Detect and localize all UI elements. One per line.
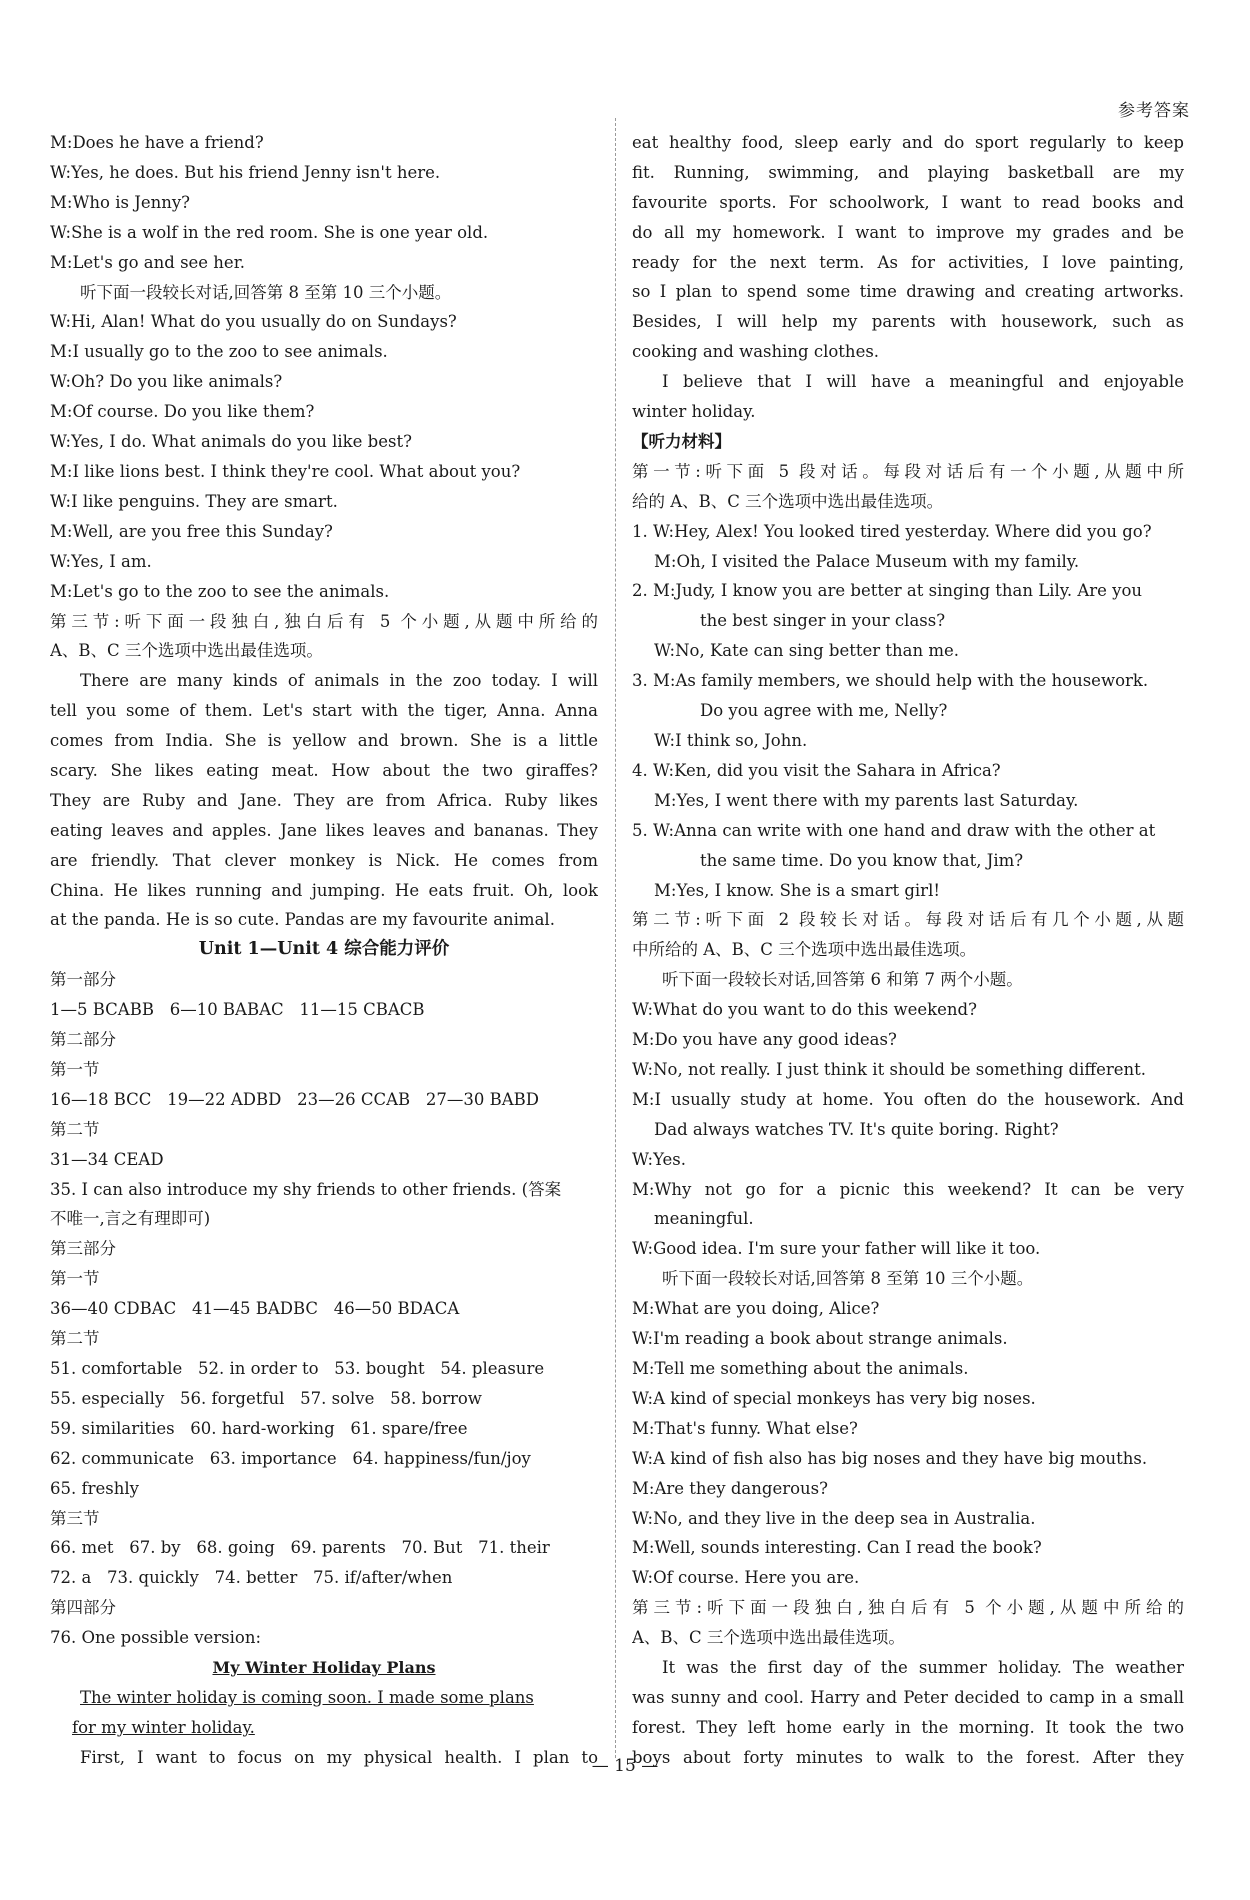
dialogue-line: W:No, not really. I just think it should be something different. [632, 1059, 1147, 1079]
section-heading: 第二节 [50, 1329, 100, 1349]
section-heading: 第二节:听下面 2 段较长对话。每段对话后有几个小题,从题 [632, 910, 1184, 930]
left-column [50, 128, 598, 1773]
section-heading: A、B、C 三个选项中选出最佳选项。 [50, 641, 323, 661]
right-column [632, 128, 1184, 1773]
dialogue-line: Dad always watches TV. It's quite boring. Right? [654, 1119, 1059, 1139]
section-heading: 第三节:听下面一段独白,独白后有 5 个小题,从题中所给的 [632, 1598, 1184, 1618]
dialogue-line: M:That's funny. What else? [632, 1418, 858, 1438]
section-heading: 第一节:听下面 5 段对话。每段对话后有一个小题,从题中所 [632, 461, 1184, 481]
dialogue-line: M:Tell me something about the animals. [632, 1358, 969, 1378]
dialogue-line: 3. M:As family members, we should help with the housework. [632, 671, 1149, 691]
paragraph-line: comes from India. She is yellow and brown. She is a little [50, 731, 598, 751]
essay-line: winter holiday. [632, 402, 756, 422]
dialogue-line: M:What are you doing, Alice? [632, 1299, 880, 1319]
paragraph-line: scary. She likes eating meat. How about the two giraffes? [50, 760, 598, 780]
section-heading: 第一节 [50, 1059, 100, 1079]
dialogue-line: M:Yes, I went there with my parents last Saturday. [654, 790, 1079, 810]
listening-material-heading: 【听力材料】 [632, 431, 731, 451]
text-line: M:I usually go to the zoo to see animals. [50, 342, 388, 362]
paragraph-line: They are Ruby and Jane. They are from Africa. Ruby likes [50, 790, 598, 810]
part-heading: 第三部分 [50, 1239, 116, 1259]
answer-line: 66. met 67. by 68. going 69. parents 70. But 71. their [50, 1538, 550, 1558]
answer-line: 16—18 BCC 19—22 ADBD 23—26 CCAB 27—30 BABD [50, 1089, 540, 1109]
dialogue-line: M:I usually study at home. You often do the housework. And [632, 1089, 1184, 1109]
answer-line: 65. freshly [50, 1478, 139, 1498]
paragraph-line: eating leaves and apples. Jane likes leaves and bananas. They [50, 820, 598, 840]
answer-line: 1—5 BCABB 6—10 BABAC 11—15 CBACB [50, 1000, 425, 1020]
section-instruction: 听下面一段较长对话,回答第 8 至第 10 三个小题。 [662, 1269, 1034, 1289]
essay-line: so I plan to spend some time drawing and creating artworks. [632, 282, 1184, 302]
essay-line: cooking and washing clothes. [632, 342, 880, 362]
dialogue-line: W:I think so, John. [654, 730, 808, 750]
dialogue-line: 4. W:Ken, did you visit the Sahara in Africa? [632, 760, 1001, 780]
dialogue-line: M:Oh, I visited the Palace Museum with my family. [654, 551, 1080, 571]
section-instruction: 听下面一段较长对话,回答第 8 至第 10 三个小题。 [80, 282, 452, 302]
essay-line: eat healthy food, sleep early and do sport regularly to keep [632, 133, 1184, 152]
essay-title: My Winter Holiday Plans [212, 1658, 436, 1678]
paragraph-line: was sunny and cool. Harry and Peter decided to camp in a small [632, 1687, 1184, 1707]
answer-line: 76. One possible version: [50, 1628, 262, 1648]
text-line: W:Yes, I am. [50, 551, 152, 571]
essay-line: ready for the next term. As for activities, I love painting, [632, 252, 1184, 272]
paragraph-line: forest. They left home early in the morning. It took the two [632, 1717, 1184, 1737]
answer-line: 36—40 CDBAC 41—45 BADBC 46—50 BDACA [50, 1299, 460, 1319]
paragraph-line: boys about forty minutes to walk to the forest. After they [632, 1747, 1184, 1767]
answer-line: 35. I can also introduce my shy friends to other friends. (答案 [50, 1179, 562, 1199]
dialogue-line: W:A kind of fish also has big noses and they have big mouths. [632, 1448, 1148, 1468]
dialogue-line: W:No, Kate can sing better than me. [654, 641, 959, 661]
dialogue-line: the same time. Do you know that, Jim? [700, 850, 1024, 870]
answer-line: 55. especially 56. forgetful 57. solve 58. borrow [50, 1388, 482, 1408]
essay-line: Besides, I will help my parents with housework, such as [632, 312, 1184, 332]
paragraph-line: China. He likes running and jumping. He eats fruit. Oh, look [50, 880, 598, 900]
section-heading: 第三节:听下面一段独白,独白后有 5 个小题,从题中所给的 [50, 611, 598, 631]
dialogue-line: 5. W:Anna can write with one hand and draw with the other at [632, 820, 1156, 840]
dialogue-line: M:Why not go for a picnic this weekend? It can be very [632, 1179, 1184, 1199]
answer-line: 62. communicate 63. importance 64. happiness/fun/joy [50, 1448, 531, 1468]
text-line: M:I like lions best. I think they're cool. What about you? [50, 461, 521, 481]
dialogue-line: the best singer in your class? [700, 611, 946, 631]
paragraph-line: tell you some of them. Let's start with the tiger, Anna. Anna [50, 701, 598, 721]
text-line: M:Does he have a friend? [50, 133, 264, 152]
part-heading: 第四部分 [50, 1598, 116, 1618]
essay-line: The winter holiday is coming soon. I made some plans [80, 1687, 534, 1707]
section-heading: 给的 A、B、C 三个选项中选出最佳选项。 [632, 491, 944, 511]
text-line: W:I like penguins. They are smart. [50, 491, 338, 511]
section-heading: 中所给的 A、B、C 三个选项中选出最佳选项。 [632, 940, 977, 960]
dialogue-line: W:Yes. [632, 1149, 687, 1169]
dialogue-line: W:A kind of special monkeys has very big noses. [632, 1388, 1036, 1408]
section-heading: 第二节 [50, 1119, 100, 1139]
text-line: W:Yes, I do. What animals do you like best? [50, 432, 412, 452]
dialogue-line: W:I'm reading a book about strange animals. [632, 1329, 1008, 1349]
text-line: W:Yes, he does. But his friend Jenny isn't here. [50, 162, 441, 182]
dialogue-line: W:Good idea. I'm sure your father will like it too. [632, 1239, 1041, 1259]
paragraph-line: at the panda. He is so cute. Pandas are my favourite animal. [50, 910, 555, 930]
text-line: M:Well, are you free this Sunday? [50, 521, 333, 541]
answer-line: 51. comfortable 52. in order to 53. bought 54. pleasure [50, 1359, 545, 1379]
dialogue-line: meaningful. [654, 1209, 754, 1229]
section-instruction: 听下面一段较长对话,回答第 6 和第 7 两个小题。 [662, 970, 1023, 990]
essay-line: I believe that I will have a meaningful and enjoyable [662, 372, 1184, 392]
answer-line: 59. similarities 60. hard-working 61. spare/free [50, 1418, 468, 1438]
dialogue-line: M:Do you have any good ideas? [632, 1030, 897, 1050]
essay-line: for my winter holiday. [72, 1717, 255, 1737]
header-label: 参考答案 [1118, 101, 1190, 121]
dialogue-line: W:No, and they live in the deep sea in Australia. [632, 1508, 1036, 1528]
dialogue-line: M:Well, sounds interesting. Can I read the book? [632, 1538, 1042, 1558]
paragraph-line: It was the first day of the summer holiday. The weather [662, 1658, 1184, 1678]
paragraph-line: There are many kinds of animals in the zoo today. I will [80, 671, 598, 691]
dialogue-line: M:Are they dangerous? [632, 1478, 828, 1498]
dialogue-line: W:What do you want to do this weekend? [632, 1000, 977, 1020]
page-number: — 15 — [591, 1756, 659, 1776]
dialogue-line: 2. M:Judy, I know you are better at singing than Lily. Are you [632, 581, 1143, 601]
text-line: M:Of course. Do you like them? [50, 402, 315, 422]
section-heading: A、B、C 三个选项中选出最佳选项。 [632, 1628, 905, 1648]
answer-line: 72. a 73. quickly 74. better 75. if/after/when [50, 1568, 453, 1588]
dialogue-line: W:Of course. Here you are. [632, 1568, 860, 1588]
dialogue-line: Do you agree with me, Nelly? [700, 701, 948, 721]
text-line: M:Let's go and see her. [50, 252, 246, 272]
column-divider [615, 118, 616, 1758]
text-line: M:Let's go to the zoo to see the animals. [50, 581, 390, 601]
dialogue-line: 1. W:Hey, Alex! You looked tired yesterday. Where did you go? [632, 521, 1152, 541]
answer-line: 不唯一,言之有理即可) [50, 1209, 211, 1229]
part-heading: 第二部分 [50, 1030, 116, 1050]
part-heading: 第一部分 [50, 970, 116, 990]
section-heading: 第三节 [50, 1508, 100, 1528]
essay-line: fit. Running, swimming, and playing basketball are my [632, 162, 1184, 182]
answer-line: 31—34 CEAD [50, 1149, 164, 1169]
essay-line: First, I want to focus on my physical health. I plan to [80, 1747, 598, 1767]
essay-line: favourite sports. For schoolwork, I want to read books and [632, 192, 1184, 212]
text-line: W:Hi, Alan! What do you usually do on Sundays? [50, 312, 457, 332]
text-line: W:She is a wolf in the red room. She is one year old. [50, 222, 489, 242]
essay-line: do all my homework. I want to improve my grades and be [632, 222, 1184, 242]
text-line: M:Who is Jenny? [50, 192, 191, 212]
section-heading: 第一节 [50, 1269, 100, 1289]
paragraph-line: are friendly. That clever monkey is Nick. He comes from [50, 850, 598, 870]
text-line: W:Oh? Do you like animals? [50, 372, 283, 392]
dialogue-line: M:Yes, I know. She is a smart girl! [654, 880, 940, 900]
unit-title: Unit 1—Unit 4 综合能力评价 [198, 939, 450, 960]
